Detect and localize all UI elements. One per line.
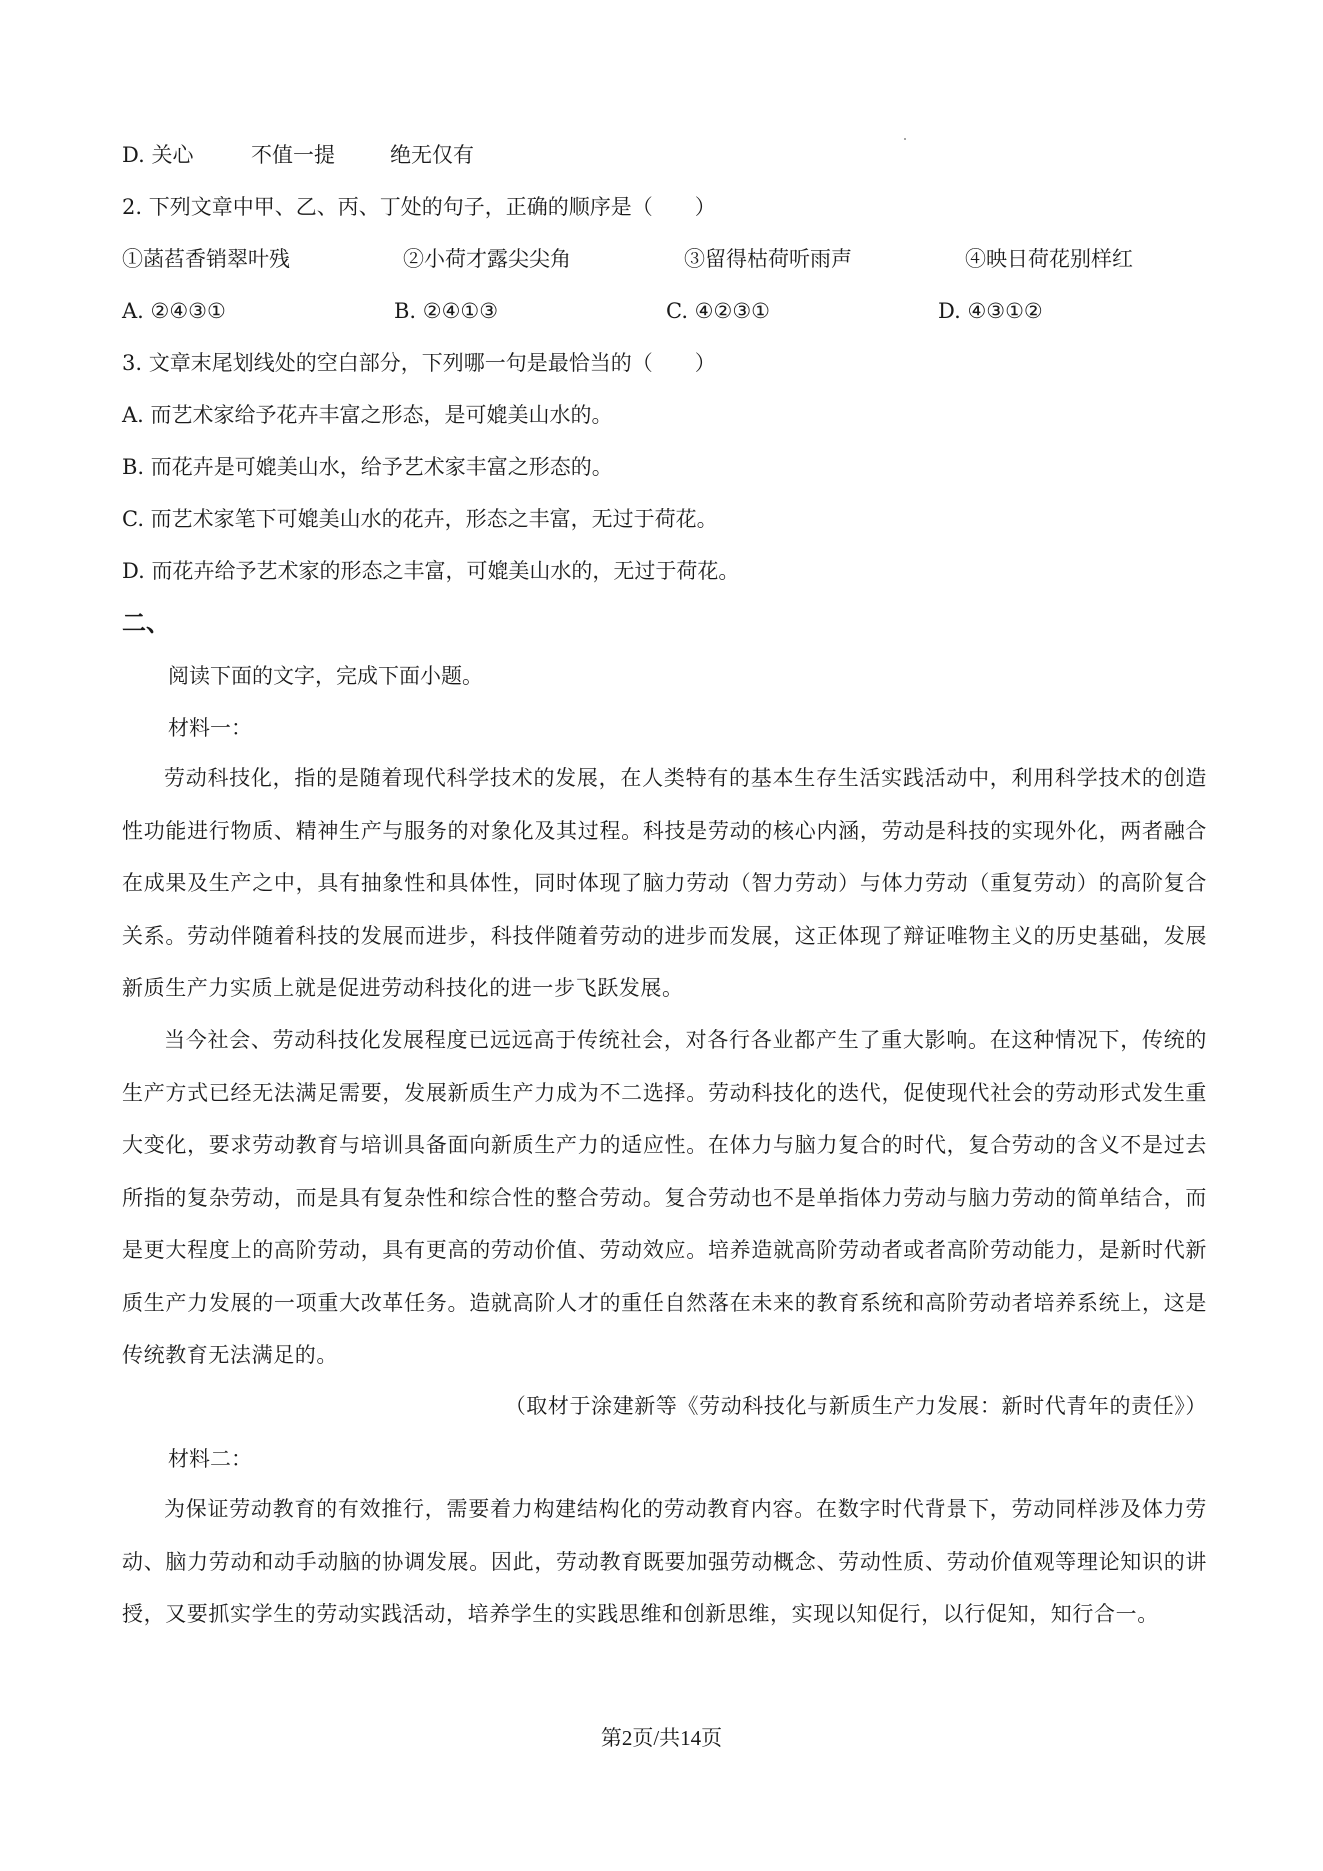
q2-option-a: A. ②④③① [122, 299, 226, 323]
q2-item: ②小荷才露尖尖角 [403, 247, 571, 271]
material1-paragraph-1: 劳动科技化，指的是随着现代科学技术的发展，在人类特有的基本生存生活实践活动中，利用科学技术的创造性功能进行物质、精神生产与服务的对象化及其过程。科技是劳动的核心内涵，劳动是科技的实现外化，两者融合在成果及生产之中，具有抽象性和具体性，同时体现了脑力劳动（智力劳动）与体力劳动（重复劳动）的高阶复合关系。劳动伴随着科技的发展而进步，科技伴随着劳动的进步而发展，这正体现了辩证唯物主义的历史基础，发展新质生产力实质上就是促进劳动科技化的进一步飞跃发展。 [122, 766, 1207, 1000]
q1-option-d-word2: 不值一提 [251, 143, 335, 167]
q2-items [122, 244, 1212, 274]
section-heading: 二、 [122, 608, 170, 637]
q1-option-d-word3: 绝无仅有 [390, 143, 474, 167]
page-number: 第2页/共14页 [600, 1726, 723, 1750]
q2-options [122, 296, 1212, 326]
material2-label: 材料二： [168, 1447, 252, 1471]
q2-stem: 2. 下列文章中甲、乙、丙、丁处的句子，正确的顺序是（ ） [122, 195, 716, 219]
q3-option-a: A. 而艺术家给予花卉丰富之形态，是可媲美山水的。 [122, 403, 613, 427]
q2-item: ③留得枯荷听雨声 [684, 247, 852, 271]
material1-source: （取材于涂建新等《劳动科技化与新质生产力发展：新时代青年的责任》） [504, 1394, 1207, 1418]
q2-item: ④映日荷花别样红 [965, 247, 1133, 271]
q3-option-b: B. 而花卉是可媲美山水，给予艺术家丰富之形态的。 [122, 455, 613, 479]
q2-item: ①菡萏香销翠叶残 [122, 247, 290, 271]
q3-stem: 3. 文章末尾划线处的空白部分，下列哪一句是最恰当的（ ） [122, 351, 716, 375]
material1-label: 材料一： [168, 716, 252, 740]
material2-paragraph-1: 为保证劳动教育的有效推行，需要着力构建结构化的劳动教育内容。在数字时代背景下，劳动同样涉及体力劳动、脑力劳动和动手动脑的协调发展。因此，劳动教育既要加强劳动概念、劳动性质、劳动价值观等理论知识的讲授，又要抓实学生的劳动实践活动，培养学生的实践思维和创新思维，实现以知促行，以行促知，知行合一。 [122, 1497, 1207, 1626]
q1-option-d [122, 140, 1212, 170]
material1-paragraph-2: 当今社会、劳动科技化发展程度已远远高于传统社会，对各行各业都产生了重大影响。在这种情况下，传统的生产方式已经无法满足需要，发展新质生产力成为不二选择。劳动科技化的迭代，促使现代社会的劳动形式发生重大变化，要求劳动教育与培训具备面向新质生产力的适应性。在体力与脑力复合的时代，复合劳动的含义不是过去所指的复杂劳动，而是具有复杂性和综合性的整合劳动。复合劳动也不是单指体力劳动与脑力劳动的简单结合，而是更大程度上的高阶劳动，具有更高的劳动价值、劳动效应。培养造就高阶劳动者或者高阶劳动能力，是新时代新质生产力发展的一项重大改革任务。造就高阶人才的重任自然落在未来的教育系统和高阶劳动者培养系统上，这是传统教育无法满足的。 [122, 1028, 1207, 1367]
q3-option-d: D. 而花卉给予艺术家的形态之丰富，可媲美山水的，无过于荷花。 [122, 559, 740, 583]
q2-option-c: C. ④②③① [666, 299, 770, 323]
q2-option-d: D. ④③①② [938, 299, 1043, 323]
q2-option-b: B. ②④①③ [394, 299, 499, 323]
q3-option-c: C. 而艺术家笔下可媲美山水的花卉，形态之丰富，无过于荷花。 [122, 507, 718, 531]
q1-option-d-label: D. 关心 [122, 143, 194, 167]
section-instruction: 阅读下面的文字，完成下面小题。 [168, 664, 483, 688]
